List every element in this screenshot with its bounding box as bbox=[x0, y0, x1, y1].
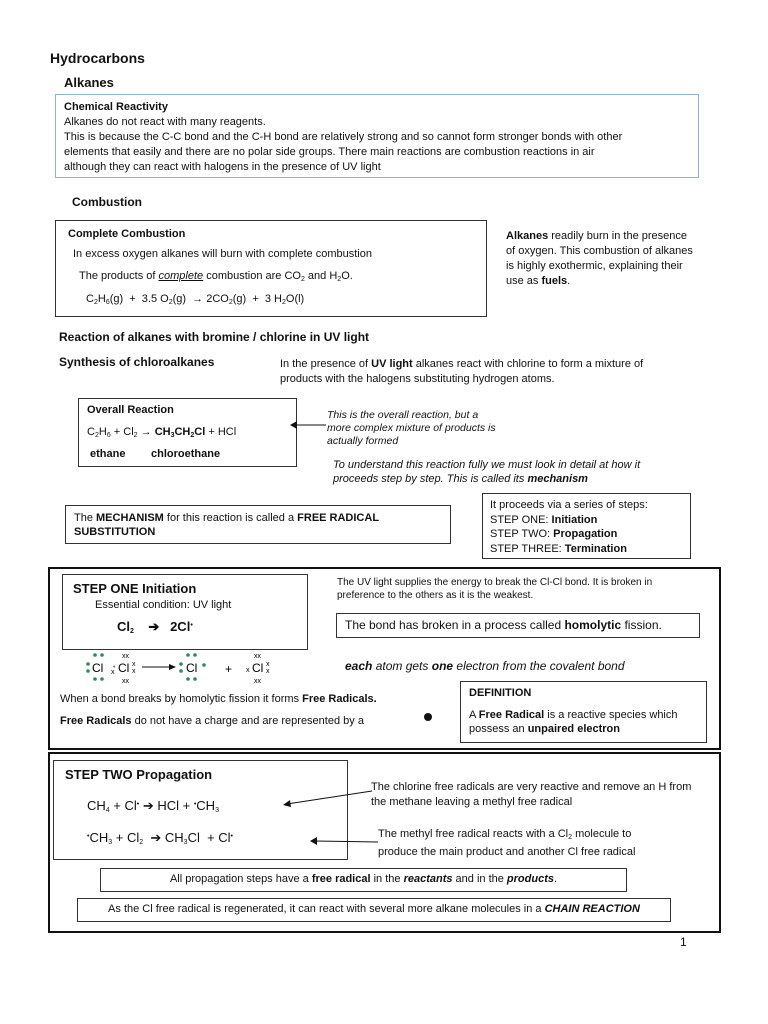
alkanes-burn-note: Alkanes readily burn in the presence of oxygen. This combustion of alkanes is highly exothermic, explaining their use as fuels. bbox=[506, 230, 693, 287]
page-title: Hydrocarbons bbox=[50, 50, 145, 66]
dot-cross-diagram bbox=[80, 651, 350, 683]
complete-heading: Complete Combustion bbox=[68, 228, 186, 240]
initiation-condition: Essential condition: UV light bbox=[95, 599, 232, 611]
page-number: 1 bbox=[680, 935, 687, 949]
each-atom-note: each atom gets one electron from the covalent bond bbox=[345, 659, 625, 673]
propagation-note-2: The methyl free radical reacts with a $Cl_2$ molecule to produce the main product and another Cl free radical bbox=[378, 828, 636, 858]
svg-text:•: • bbox=[113, 664, 116, 671]
svg-text:Cl: Cl bbox=[118, 661, 130, 675]
radical-dot-icon bbox=[424, 713, 432, 721]
free-radical-charge-note: Free Radicals do not have a charge and are represented by a bbox=[60, 715, 364, 727]
svg-text:+: + bbox=[225, 662, 233, 676]
alkanes-heading: Alkanes bbox=[64, 75, 114, 90]
svg-text:xx: xx bbox=[122, 653, 129, 660]
uv-energy-note: The UV light supplies the energy to break the Cl-Cl bond. It is broken in preference to the others as it is the weakest. bbox=[337, 577, 653, 601]
overall-reaction-box bbox=[78, 398, 297, 467]
overall-note: This is the overall reaction, but a more complex mixture of products is actually formed bbox=[327, 409, 496, 447]
svg-text:x: x bbox=[132, 668, 136, 675]
steps-intro: It proceeds via a series of steps: bbox=[490, 499, 648, 511]
synthesis-heading: Synthesis of chloroalkanes bbox=[59, 355, 215, 369]
reactivity-box bbox=[55, 94, 699, 178]
svg-text:x: x bbox=[266, 668, 270, 675]
definition-text: A Free Radical is a reactive species which possess an unpaired electron bbox=[469, 708, 678, 735]
reactivity-line: Alkanes do not react with many reagents. bbox=[64, 116, 266, 128]
svg-text:xx: xx bbox=[254, 653, 261, 660]
combustion-equation: $C_2H_6(g) + 3.5$ $O_2(g) \to 2CO_2(g) + 3$ $H_2O(l)$ bbox=[86, 293, 305, 306]
uv-intro: In the presence of UV light alkanes react with chlorine to form a mixture of products with the halogens substituting hydrogen atoms. bbox=[280, 358, 644, 385]
reactivity-line: elements that easily and there are no polar side groups. There main reactions are combustion reactions in air bbox=[64, 146, 595, 158]
initiation-equation: $Cl_2$ ➔ 2Cl• bbox=[117, 619, 193, 635]
step-one: STEP ONE: Initiation bbox=[490, 513, 598, 526]
svg-text:x: x bbox=[111, 669, 115, 676]
initiation-section bbox=[48, 567, 721, 750]
step-two: STEP TWO: Propagation bbox=[490, 528, 618, 540]
svg-text:xx: xx bbox=[122, 678, 129, 683]
svg-text:Cl: Cl bbox=[186, 661, 198, 675]
svg-text:Cl: Cl bbox=[92, 661, 104, 675]
free-radical-note: When a bond breaks by homolytic fission it forms Free Radicals. bbox=[60, 693, 377, 705]
complete-line: In excess oxygen alkanes will burn with complete combustion bbox=[73, 248, 372, 260]
propagation-box bbox=[53, 760, 348, 860]
initiation-box bbox=[62, 574, 308, 650]
arrow-icon bbox=[308, 834, 380, 848]
arrow-icon bbox=[280, 789, 375, 809]
propagation-rule-box: All propagation steps have a free radical in the reactants and in the products. bbox=[100, 868, 627, 892]
uv-heading: Reaction of alkanes with bromine / chlorine in UV light bbox=[59, 330, 370, 344]
reactivity-line: This is because the C-C bond and the C-H bond are relatively strong and so cannot form stronger bonds with other bbox=[64, 131, 623, 143]
overall-equation: $C_2H_6 + Cl_2 \to CH_3CH_2Cl$ + HCl bbox=[87, 426, 237, 439]
propagation-heading: STEP TWO Propagation bbox=[65, 767, 213, 782]
step-three: STEP THREE: Termination bbox=[490, 542, 627, 555]
overall-heading: Overall Reaction bbox=[87, 404, 174, 416]
svg-text:xx: xx bbox=[254, 678, 261, 683]
complete-combustion-box bbox=[55, 220, 487, 317]
steps-box bbox=[482, 493, 691, 559]
combustion-heading: Combustion bbox=[72, 195, 142, 209]
definition-box bbox=[460, 681, 707, 743]
chain-reaction-box: As the Cl free radical is regenerated, it can react with several more alkane molecules in a CHAIN REACTION bbox=[77, 898, 671, 922]
products-line: The products of complete combustion are $CO_2$ and $H_2O$. bbox=[79, 270, 353, 283]
svg-text:Cl: Cl bbox=[252, 661, 264, 675]
reactivity-line: although they can react with halogens in the presence of UV light bbox=[64, 161, 381, 173]
propagation-note-1: The chlorine free radicals are very reactive and remove an H from the methane leaving a methyl free radical bbox=[371, 781, 692, 808]
understand-note: To understand this reaction fully we must look in detail at how it proceeds step by step. This is called its mechanism bbox=[333, 459, 641, 485]
homolytic-box: The bond has broken in a process called homolytic fission. bbox=[336, 613, 700, 638]
chloroethane-label: chloroethane bbox=[151, 448, 221, 460]
initiation-heading: STEP ONE Initiation bbox=[73, 581, 197, 596]
reactivity-heading: Chemical Reactivity bbox=[64, 101, 168, 113]
definition-heading: DEFINITION bbox=[469, 687, 532, 699]
svg-text:x: x bbox=[266, 661, 270, 668]
propagation-section bbox=[48, 752, 721, 933]
arrow-icon bbox=[288, 418, 328, 432]
propagation-equation-2: $^•CH_3 + Cl_2$ ➔ $CH_3Cl + Cl^•$ bbox=[87, 830, 233, 846]
ethane-label: ethane bbox=[90, 448, 126, 460]
mechanism-box: The MECHANISM for this reaction is called a FREE RADICAL SUBSTITUTION bbox=[65, 505, 451, 544]
svg-text:x: x bbox=[132, 661, 136, 668]
svg-text:x: x bbox=[246, 667, 250, 674]
propagation-equation-1: $CH_4 + Cl^•$ ➔ HCl + $^•CH_3$ bbox=[87, 798, 219, 814]
